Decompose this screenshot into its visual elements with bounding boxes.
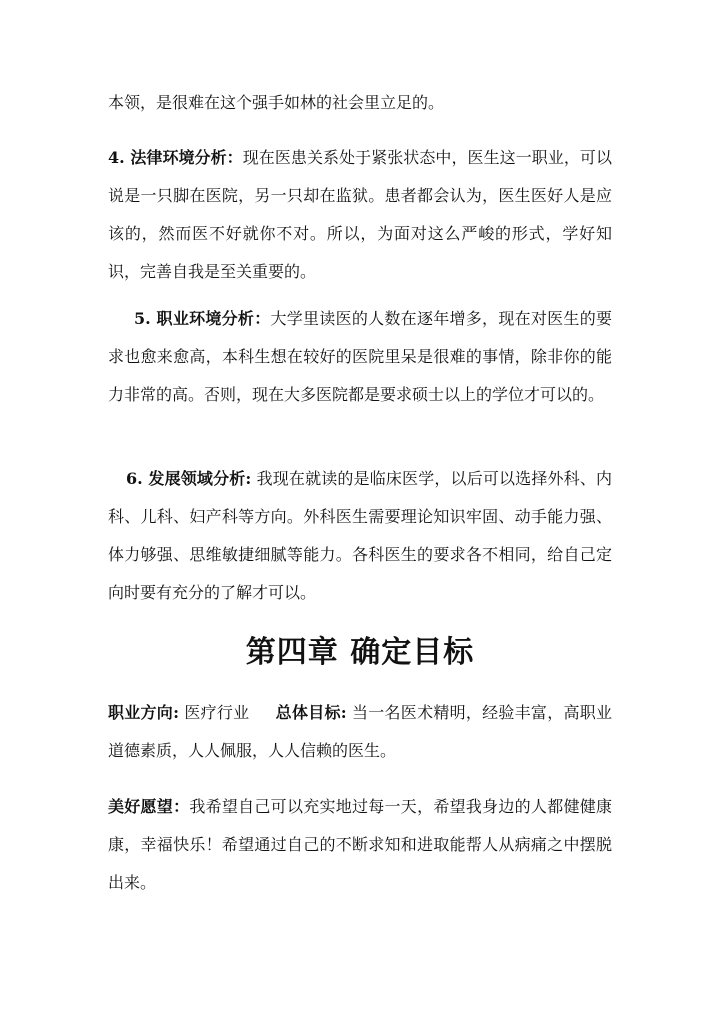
overall-goal-text: 当一名医术精明，经验丰富，高职业道德素质，人人佩服，人人信赖的医生。 — [108, 703, 612, 760]
paragraph-heading: 5. 职业环境分析： — [134, 309, 271, 328]
paragraph-wishes — [108, 788, 612, 902]
paragraph-career-direction — [108, 694, 612, 770]
paragraph-text: 本领，是很难在这个强手如林的社会里立足的。 — [108, 93, 445, 112]
paragraph-legal-environment — [108, 139, 612, 291]
paragraph-heading: 4. 法律环境分析： — [108, 148, 243, 167]
chapter-title: 第四章 确定目标 — [245, 635, 475, 670]
paragraph-heading: 美好愿望： — [108, 797, 190, 816]
paragraph-text: 我希望自己可以充实地过每一天，希望我身边的人都健健康康，幸福快乐！希望通过自己的不断求知和进取能帮人从病痛之中摆脱出来。 — [108, 797, 612, 892]
paragraph-text: 大学里读医的人数在逐年增多，现在对医生的要求也愈来愈高，本科生想在较好的医院里呆是很难的事情，除非你的能力非常的高。否则，现在大多医院都是要求硕士以上的学位才可以的。 — [108, 309, 612, 404]
paragraph-heading: 6. 发展领域分析: — [126, 469, 252, 488]
paragraph-development-field — [108, 460, 612, 612]
paragraph-text: 我现在就读的是临床医学，以后可以选择外科、内科、儿科、妇产科等方向。外科医生需要理论知识牢固、动手能力强、体力够强、思维敏捷细腻等能力。各科医生的要求各不相同，给自己定向时要有充分的了解才可以。 — [108, 469, 612, 602]
paragraph-intro-ending — [108, 84, 612, 122]
paragraph-text: 现在医患关系处于紧张状态中，医生这一职业，可以说是一只脚在医院，另一只却在监狱。患者都会认为，医生医好人是应该的，然而医不好就你不对。所以，为面对这么严峻的形式，学好知识，完善自我是至关重要的。 — [108, 148, 612, 281]
paragraph-heading: 职业方向: — [108, 703, 179, 722]
overall-goal-heading: 总体目标: — [275, 703, 347, 722]
paragraph-career-environment — [108, 300, 612, 414]
career-field: 医疗行业 — [178, 703, 250, 722]
